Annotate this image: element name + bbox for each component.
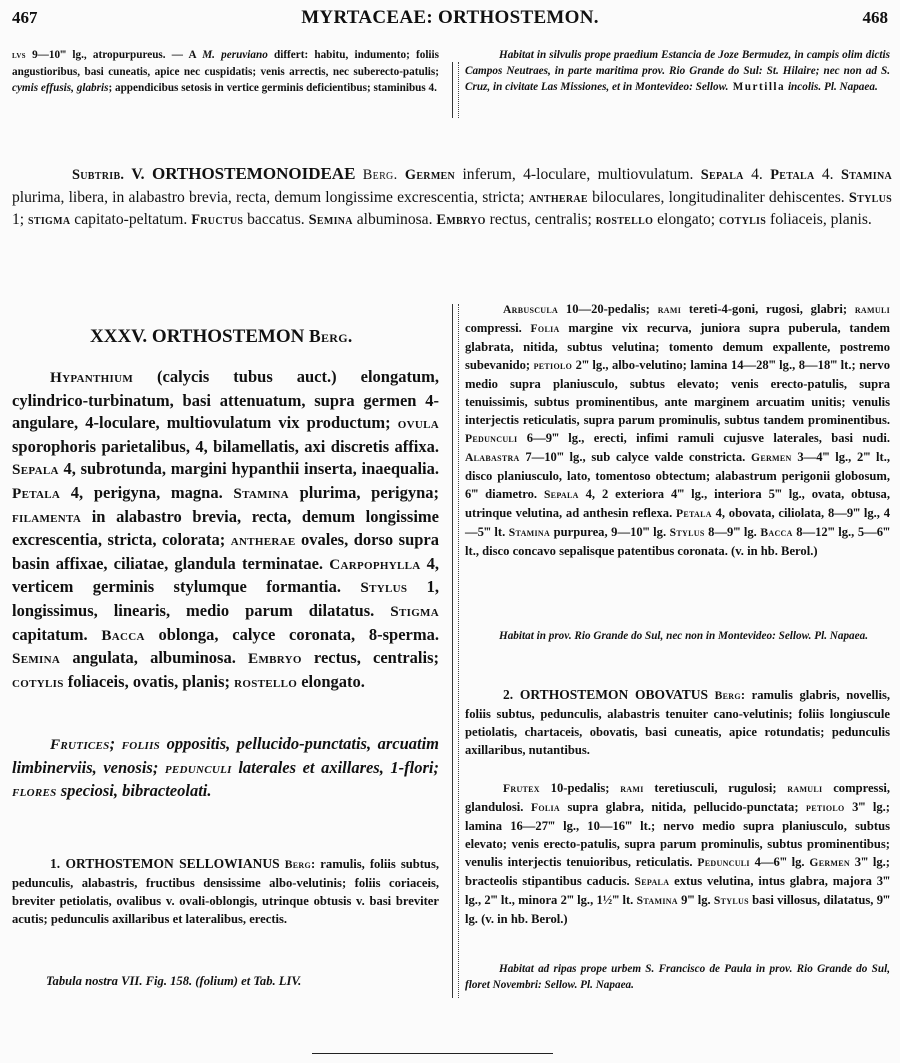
species-2-name: 2. ORTHOSTEMON OBOVATUS (503, 687, 709, 702)
species-1-description: Arbuscula 10—20-pedalis; rami tereti-4-goni, rugosi, glabri; ramuli compressi. Folia margine vix recurva, juniora supra puberula, tandem glabrata, nitida, subtus velutina; tomento demum expallente, postremo subevanido; petiolo 2‴ lg., albo-velutino; lamina 14—28‴ lg., 8—18‴ lt.; nervo medio supra planiusculo, subtus elevato; venis erecto-patulis, supra tenuissimis, subtus prominentibus, ante marginem arcuatim unitis; venulis interjectis reticulatis, supra parum prominulis, subtus tandem prominentibus. Pedunculi 6—9‴ lg., erecti, infimi ramuli cujusve laterales, basi nudi. Alabastra 7—10‴ lg., sub calyce valde constricta. Germen 3—4‴ lg., 2‴ lt., disco planiusculo, lato, tomentoso obtectum; alabastrum perigonii globosum, 6‴ diametro. Sepala 4, 2 exteriora 4‴ lg., interiora 5‴ lg., ovata, obtusa, utrinque velutina, ad anthesin reflexa. Petala 4, obovata, ciliolata, 8—9‴ lg., 4—5‴ lt. Stamina purpurea, 9—10‴ lg. Stylus 8—9‴ lg. Bacca 8—12‴ lg., 5—6‴ lt., disco concavo sepalisque patentibus coronata. (v. in hb. Berol.) (465, 302, 891, 558)
genus-description: Hypanthium (calycis tubus auct.) elongatum, cylindrico-turbinatum, basi attenuatum, supra germen 4-angulare, 4-loculare, multiovulatum vix productum; ovula sporophoris parietalibus, 4, bilamellatis, axi discretis affixa. Sepala 4, subrotunda, margini hypanthii inserta, inaequalia. Petala 4, perigyna, magna. Stamina plurima, perigyna; filamenta in alabastro brevia, recta, demum longissime excrescentia, stricta, colorata; antherae ovales, dorso supra basin affixae, ciliatae, glandula terminatae. Carpophylla 4, verticem germinis stylumque formantia. Stylus 1, longissimus, linearis, medio parum dilatatus. Stigma capitatum. Bacca oblonga, calyce coronata, 8-sperma. Semina angulata, albuminosa. Embryo rectus, centralis; cotylis foliaceis, ovatis, planis; rostello elongato. (12, 367, 439, 691)
page-number-left: 467 (12, 8, 38, 27)
subtribe-diagnosis: Subtrib. V. ORTHOSTEMONOIDEAE Berg. Germen inferum, 4-loculare, multiovulatum. Sepala 4. Petala 4. Stamina plurima, libera, in alabastro brevia, recta, demum longissime excrescentia, stricta; antherae biloculares, longitudinaliter dehiscentes. Stylus 1; stigma capitato-peltatum. Fructus baccatus. Semina albuminosa. Embryo rectus, centralis; rostello elongato; cotylis foliaceis, planis. (12, 164, 892, 228)
species-1-tabula: Tabula nostra VII. Fig. 158. (folium) et Tab. LIV. (46, 974, 302, 988)
species-2-description: Frutex 10-pedalis; rami teretiusculi, rugulosi; ramuli compressi, glandulosi. Folia supra glabra, nitida, pellucido-punctata; petiolo 3‴ lg.; lamina 16—27‴ lg., 10—16‴ lt.; nervo medio supra planiusculo, subtus elevato; venis erecto-patulis, supra parum prominulis, subtus prominentibus; venulis interjectis tenuioribus, reticulatis. Pedunculi 4—6‴ lg. Germen 3‴ lg.; bracteolis stipantibus caducis. Sepala extus velutina, intus glabra, majora 3‴ lg., 2‴ lt., minora 2‴ lg., 1½‴ lt. Stamina 9‴ lg. Stylus basi villosus, dilatatus, 9‴ lg. (v. in hb. Berol.) (465, 781, 890, 926)
species-1-diagnosis: 1. ORTHOSTEMON SELLOWIANUS Berg: ramulis, foliis subtus, pedunculis, alabastris, fructibus densissime albo-velutinis; foliis coriaceis, breviter petiolatis, ovalibus v. ovali-oblongis, utrinque obtusis v. basi breviter acutis; pedunculis axillaribus et lateralibus, erectis. (12, 856, 439, 926)
top-right-habitat: Habitat in silvulis prope praedium Estancia de Joze Bermudez, in campis olim dictis Campos Neutraes, in parte maritima prov. Rio Grande do Sul: St. Hilaire; nec non ad S. Cruz, in civitate Las Missiones, et in Montevideo: Sellow. Murtilla incolis. Pl. Napaea. (465, 49, 890, 94)
genus-title: XXXV. ORTHOSTEMON Berg. (90, 326, 353, 347)
top-left-continuation: lvs 9—10‴ lg., atropurpureus. — A M. peruviano differt: habitu, indumento; foliis angustioribus, basi cuneatis, apice nec cuspidatis; venis arrectis, nec suberecto-patulis; cymis effusis, glabris; appendicibus setosis in vertice germinis deficientibus; staminibus 4. (12, 49, 439, 95)
genus-habit: Frutices; foliis oppositis, pellucido-punctatis, arcuatim limbinerviis, venosis; pedunculi laterales et axillares, 1-flori; flores speciosi, bibracteolati. (12, 734, 439, 801)
page-number-right: 468 (862, 8, 888, 27)
column-divider-main (452, 304, 459, 998)
column-divider-top (452, 62, 459, 118)
species-2-habitat: Habitat ad ripas prope urbem S. Francisco de Paula in prov. Rio Grande do Sul, floret Novembri: Sellow. Pl. Napaea. (465, 963, 890, 992)
species-1-name: 1. ORTHOSTEMON SELLOWIANUS (50, 856, 280, 871)
vernacular-name: Murtilla (728, 81, 786, 94)
subtribe-name: ORTHOSTEMONOIDEAE (151, 164, 356, 183)
species-1-habitat: Habitat in prov. Rio Grande do Sul, nec non in Montevideo: Sellow. Pl. Napaea. (499, 630, 869, 642)
species-2-diagnosis: 2. ORTHOSTEMON OBOVATUS Berg: ramulis glabris, novellis, foliis subtus, pedunculis, alabastris tenuiter cano-velutinis; foliis longiuscule petiolatis, chartaceis, obovatis, basi cuneatis, apice rotundatis; pedunculis axillaribus, nutantibus. (465, 687, 891, 757)
lead-term: lvs (12, 50, 26, 61)
bottom-rule (312, 1053, 553, 1054)
running-title: MYRTACEAE: ORTHOSTEMON. (301, 7, 599, 28)
